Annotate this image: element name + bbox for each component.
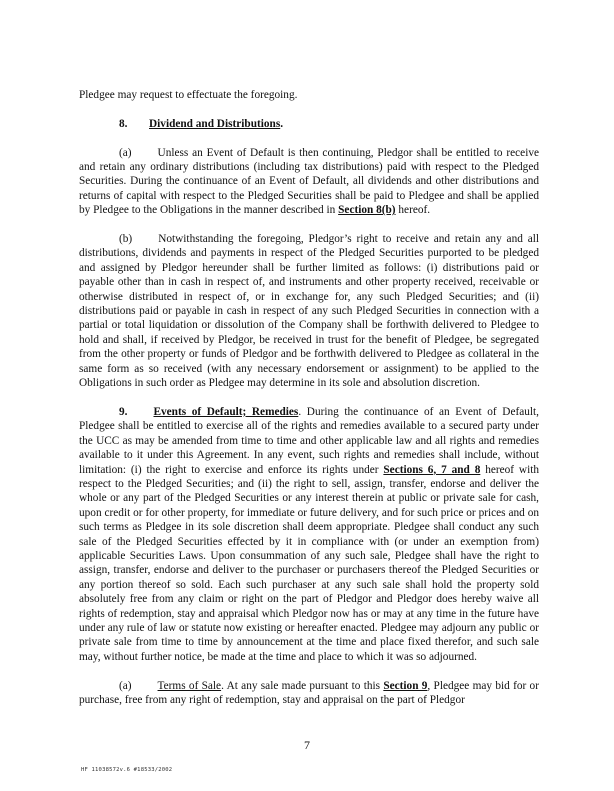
section-8a-text: Unless an Event of Default is then continuing, Pledgor shall be entitled to receive and retain any ordinary distributions (including tax distributions) paid with respect to the Pledged Securities. During the continuance of an Event of Default, all dividends and other distributions and returns of capital with respect to the Pledged Securities shall be paid to Pledgee and shall be applied by Pledgee to the Obligations in the manner described in — [79, 146, 539, 217]
section-8a-end: hereof. — [395, 204, 431, 217]
section-8b-reference: Section 8(b) — [338, 204, 396, 217]
section-8-title-end: . — [280, 117, 284, 130]
section-8b-text: Notwithstanding the foregoing, Pledgor’s right to receive and retain any and all distributions, dividends and payments in respect of the Pledged Securities purported to be pledged and assigned by Pledgor hereunder shall be further limited as follows: (i) distributions paid or payable other than in cash in respect of, and instruments and other property received, receivable or otherwise distributed in respect of, or in exchange for, any such Pledged Securities; and (ii) distributions paid or payable in cash in respect of any such Pledged Securities in connection with a partial or total liquidation or dissolution of the Company shall be forthwith delivered to Pledgee to hold and shall, if received by Pledgor, be received in trust for the benefit of Pledgee, be segregated from the other property or funds of Pledgor and be forthwith delivered to Pledgee as collateral in the same form as so received (with any necessary endorsement or assignment) to be applied to the Obligations in such order as Pledgee may determine in its sole and absolution discretion. — [79, 233, 539, 390]
page-number: 7 — [304, 738, 310, 752]
sections-6-7-8-reference: Sections 6, 7 and 8 — [383, 463, 481, 476]
section-9-number: 9. — [119, 405, 128, 418]
section-8-heading — [119, 117, 539, 131]
paragraph-continuation: Pledgee may request to effectuate the foregoing. — [79, 89, 298, 101]
section-8a-paragraph — [79, 146, 539, 218]
section-9a-label: (a) — [119, 679, 132, 692]
section-9-reference: Section 9 — [383, 679, 428, 692]
section-9-text-2: hereof with respect to the Pledged Securities; and (ii) the right to sell, assign, transfer, endorse and deliver the whole or any part of the Pledged Securities or any interest therein at public or private sale for cash, upon credit or for other property, for immediate or future delivery, and for such price or prices and on such terms as Pledgee in its sole discretion shall deem appropriate. Pledgee shall conduct any such sale of the Pledged Securities effected by it in compliance with (or under an exemption from) applicable Securities Laws. Upon consummation of any such sale, Pledgee shall have the right to assign, transfer, endorse and deliver to the purchaser or purchasers thereof the Pledged Securities or any portion thereof so sold. Each such purchaser at any such sale shall hold the property sold absolutely free from any claim or right on the part of Pledgor and Pledgor does hereby waive all rights of redemption, stay and appraisal which Pledgor now has or may at any time in the future have under any rule of law or statute now existing or hereafter enacted. Pledgee may adjourn any public or private sale from time to time by announcement at the time and place fixed therefor, and such sale may, without further notice, be made at the time and place to which it was so adjourned. — [79, 463, 539, 663]
section-9-text-1: . During the continuance of an Event of Default, Pledgee shall be entitled to exercise all of the rights and remedies available to a secured party under the UCC as may be amended from time to time and other applicable law and all rights and remedies available to it under this Agreement. In any event, such rights and remedies shall include, without limitation: (i) the right to exercise and enforce its rights under — [79, 405, 539, 476]
section-8-number: 8. — [119, 117, 128, 130]
section-9a-paragraph — [79, 679, 539, 708]
body-text — [79, 88, 539, 722]
section-9a-text-2: , Pledgee may bid for or purchase, free from any right of redemption, stay and appraisal on the part of Pledgor — [79, 679, 539, 706]
section-8a-label: (a) — [119, 146, 132, 159]
section-9-paragraph — [79, 405, 539, 664]
section-8b-label: (b) — [119, 233, 133, 246]
document-footer-code: HF 11038572v.6 #18533/2002 — [81, 767, 173, 773]
section-8b-paragraph — [79, 232, 539, 390]
section-9a-text-1: . At any sale made pursuant to this — [221, 679, 384, 692]
section-9-title: Events of Default; Remedies — [153, 405, 299, 418]
section-8-title: Dividend and Distributions — [149, 117, 281, 130]
section-9a-title: Terms of Sale — [157, 679, 222, 692]
